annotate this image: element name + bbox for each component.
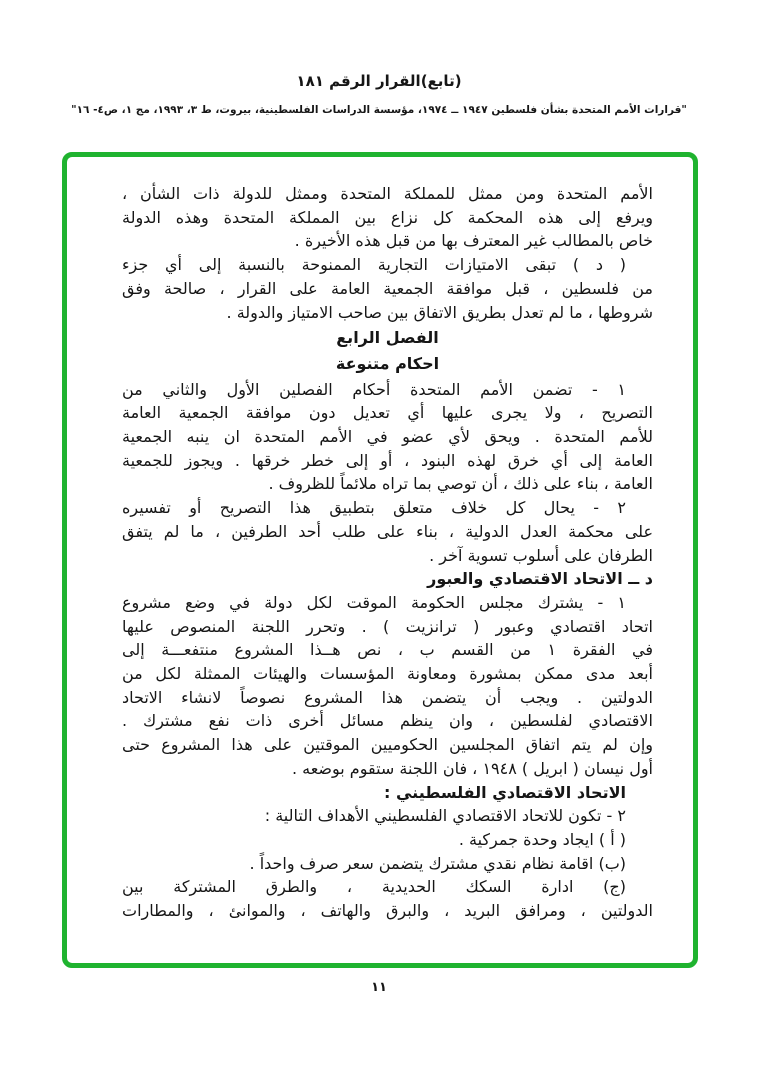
text-line: من فلسطين ، قبل موافقة الجمعية العامة على القرار ، صالحة وفق: [122, 278, 653, 298]
text-line: الدولتين . ويجب أن يتضمن هذا المشروع نصوصاً لانشاء الاتحاد: [122, 687, 653, 707]
paragraph: [122, 378, 653, 497]
paragraph: [122, 875, 653, 922]
page-number: ١١: [371, 980, 387, 995]
text-line: ٢ - تكون للاتحاد الاقتصادي الفلسطيني الأهداف التالية :: [264, 806, 626, 826]
text-line: أبعد مدى ممكن بمشورة ومعاونة المؤسسات والهيئات الممثلة لكل من: [122, 664, 653, 684]
text-line: ( أ ) ايجاد وحدة جمركية .: [458, 829, 626, 849]
citation-line: "قرارات الأمم المتحدة بشأن فلسطين ١٩٤٧ ــ ١٩٧٤، مؤسسة الدراسات الفلسطينية، بيروت، ط ٣، ١٩٩٣، مج ١، ص٤- ١٦": [71, 104, 687, 116]
text-line: ( د ) تبقى الامتيازات التجارية الممنوحة بالنسبة إلى أي جزء: [122, 255, 626, 275]
text-line: على محكمة العدل الدولية ، بناء على طلب أحد الطرفين ، ما لم يتفق: [122, 521, 653, 541]
text-line: العامة ، بناء على ذلك ، أن توصي بما تراه ملائماً للظروف .: [268, 474, 653, 494]
text-line: (ج) ادارة السكك الحديدية ، والطرق المشتركة بين: [122, 877, 626, 897]
paragraph: [122, 828, 653, 852]
text-line: للأمم المتحدة . ويحق لأي عضو في الأمم المتحدة ان ينبه الجمعية: [122, 427, 653, 447]
paragraph: [122, 804, 653, 828]
paragraph: [122, 591, 653, 781]
document-body: [122, 182, 653, 923]
text-line: الدولتين ، ومرافق البريد ، والبرق والهاتف ، والموانئ ، والمطارات: [122, 901, 653, 921]
text-line: الاقتصادي لفلسطين ، وان ينظم مسائل أخرى ذات نفع مشترك .: [122, 711, 653, 731]
text-line: خاص بالمطالب غير المعترف بها من قبل هذه الأخيرة .: [294, 231, 653, 251]
text-line: وإن لم يتم اتفاق المجلسين الحكوميين الموقتين على هذا المشروع حتى: [122, 735, 653, 755]
text-line: ويرفع إلى هذه المحكمة كل نزاع بين المملكة المتحدة وهذه الدولة: [122, 207, 653, 227]
text-line: العامة إلى أي خرق لهذه البنود ، أو إلى خطر خرقها . ويجوز للجمعية: [122, 450, 653, 470]
section-heading: د ــ الاتحاد الاقتصادي والعبور: [427, 569, 653, 589]
paragraph: [122, 496, 653, 567]
paragraph: [122, 253, 653, 324]
text-line: الطرفان على أسلوب تسوية آخر .: [429, 545, 653, 565]
text-line: التصريح ، ولا يجرى عليها أي تعديل دون موافقة الجمعية العامة: [122, 403, 653, 423]
text-line: ١ - يشترك مجلس الحكومة الموقت لكل دولة في وضع مشروع: [122, 592, 626, 612]
text-line: ٢ - يحال كل خلاف متعلق بتطبيق هذا التصريح أو تفسيره: [122, 498, 626, 518]
text-line: في الفقرة ١ من القسم ب ، نص هــذا المشروع منتفعـــة إلى: [122, 640, 654, 660]
text-line: ١ - تضمن الأمم المتحدة أحكام الفصلين الأول والثاني من: [122, 379, 626, 399]
text-line: اتحاد اقتصادي وعبور ( ترانزيت ) . وتحرر اللجنة المنصوص عليها: [122, 616, 653, 636]
green-highlight-box: [62, 152, 698, 968]
paragraph: [122, 182, 653, 253]
section-heading: الفصل الرابع: [336, 328, 439, 348]
text-line: شروطها ، ما لم تعدل بطريق الاتفاق بين صاحب الامتياز والدولة .: [226, 302, 653, 322]
section-heading: الاتحاد الاقتصادي الفلسطيني :: [384, 782, 626, 802]
text-line: (ب) اقامة نظام نقدي مشترك يتضمن سعر صرف واحداً .: [249, 853, 626, 873]
text-line: الأمم المتحدة ومن ممثل للمملكة المتحدة وممثل للدولة ذات الشأن ،: [122, 184, 653, 203]
paragraph: [122, 852, 653, 876]
text-line: أول نيسان ( ابريل ) ١٩٤٨ ، فان اللجنة ستقوم بوضعه .: [291, 758, 653, 778]
page-title: (تابع)القرار الرقم ١٨١: [296, 72, 462, 90]
section-heading: احكام متنوعة: [335, 353, 440, 373]
